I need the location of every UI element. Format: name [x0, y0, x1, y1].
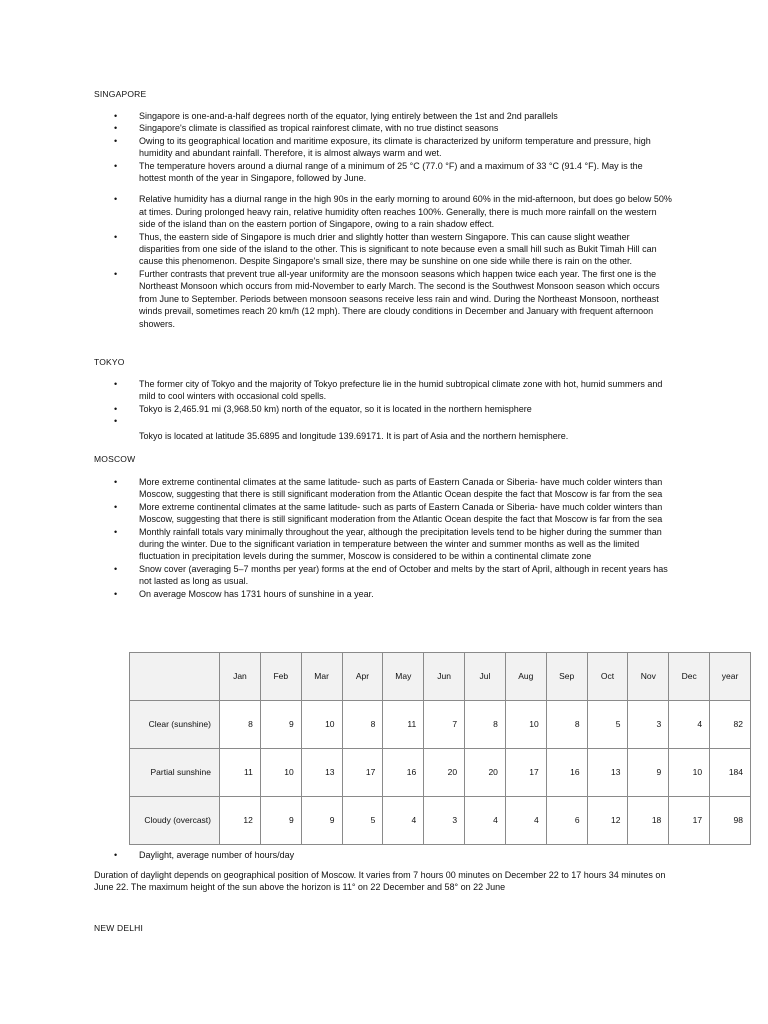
list-item: • Owing to its geographical location and maritime exposure, its climate is characterized by uniform temperature and pressure, high humidity and abundant rainfall. Therefore, it is almost always warm and wet. [0, 135, 768, 160]
column-header: Sep [546, 653, 587, 701]
table-cell: 9 [301, 797, 342, 845]
table-cell: 10 [669, 749, 710, 797]
column-header: Jan [220, 653, 261, 701]
column-header: Feb [260, 653, 301, 701]
table-cell: 5 [587, 701, 628, 749]
table-cell: 10 [505, 701, 546, 749]
table-cell: 8 [342, 701, 383, 749]
list-item: • Tokyo is 2,465.91 mi (3,968.50 km) north of the equator, so it is located in the northern hemisphere [0, 403, 768, 415]
table-cell: 3 [628, 701, 669, 749]
section-heading-new-delhi: NEW DELHI [94, 923, 144, 933]
table-cell: 13 [587, 749, 628, 797]
table-cell: 4 [465, 797, 506, 845]
list-item: • Monthly rainfall totals vary minimally throughout the year, although the precipitation levels tend to be higher during the summer than during the winter. Due to the significant variation in temperature between the winter and summer months as well as the limited fluctuation in precipitation levels during the summer, Moscow is considered to be within a continental climate zone [0, 526, 768, 563]
section-heading-singapore: SINGAPORE [94, 89, 147, 99]
table-cell: 9 [260, 701, 301, 749]
daylight-bullet-list [0, 849, 768, 861]
table-cell: 4 [669, 701, 710, 749]
table-cell: 10 [301, 701, 342, 749]
table-row [130, 797, 751, 845]
column-header: Apr [342, 653, 383, 701]
table-cell: 8 [220, 701, 261, 749]
table-cell: 82 [710, 701, 751, 749]
table-cell: 12 [220, 797, 261, 845]
table-cell: 6 [546, 797, 587, 845]
list-item: • Singapore is one-and-a-half degrees north of the equator, lying entirely between the 1st and 2nd parallels [0, 110, 768, 122]
list-item: • Snow cover (averaging 5–7 months per year) forms at the end of October and melts by the start of April, although in recent years has not lasted as long as usual. [0, 563, 768, 588]
singapore-bullet-list [0, 110, 768, 330]
table-cell: 8 [465, 701, 506, 749]
column-header: Oct [587, 653, 628, 701]
table-cell: 16 [383, 749, 424, 797]
list-item: • More extreme continental climates at the same latitude- such as parts of Eastern Canada or Siberia- have much colder winters than Moscow, suggesting that there is still significant moderation from the Atlantic Ocean despite the fact that Moscow is far from the sea [0, 501, 768, 526]
table-cell: 4 [505, 797, 546, 845]
table-header-row [130, 653, 751, 701]
list-item: • The temperature hovers around a diurnal range of a minimum of 25 °C (77.0 °F) and a maximum of 33 °C (91.4 °F). May is the hottest month of the year in Singapore, followed by June. [0, 160, 768, 185]
column-header: Mar [301, 653, 342, 701]
list-item: • Relative humidity has a diurnal range in the high 90s in the early morning to around 60% in the mid-afternoon, but does go below 50% at times. During prolonged heavy rain, relative humidity often reaches 100%. Generally, there is much more rainfall on the western side of the island than on the eastern portion of Singapore, owing to a rain shadow effect. [0, 193, 768, 230]
tokyo-location-text: Tokyo is located at latitude 35.6895 and longitude 139.69171. It is part of Asia and the northern hemisphere. [139, 431, 569, 441]
table-cell: 20 [424, 749, 465, 797]
tokyo-bullet-list [0, 378, 768, 428]
list-item-empty [0, 415, 768, 428]
list-item: • Daylight, average number of hours/day [0, 849, 768, 861]
table-row [130, 701, 751, 749]
sunshine-table [129, 652, 751, 845]
table-cell: 9 [628, 749, 669, 797]
table-cell: 98 [710, 797, 751, 845]
column-header: year [710, 653, 751, 701]
column-header: Dec [669, 653, 710, 701]
list-item: • Further contrasts that prevent true all-year uniformity are the monsoon seasons which happen twice each year. The first one is the Northeast Monsoon which occurs from mid-November to early March. The second is the Southwest Monsoon season which occurs from June to September. Periods between monsoon seasons receive less rain and wind. During the Northeast Monsoon, northeast winds prevail, sometimes reach 20 km/h (12 mph). There are cloudy conditions in December and January with frequent afternoon showers. [0, 268, 768, 330]
table-cell: 11 [383, 701, 424, 749]
table-cell: 4 [383, 797, 424, 845]
column-header: Jul [465, 653, 506, 701]
table-cell: 16 [546, 749, 587, 797]
table-cell: 3 [424, 797, 465, 845]
section-heading-tokyo: TOKYO [94, 357, 125, 367]
table-cell: 7 [424, 701, 465, 749]
list-item: • Singapore's climate is classified as tropical rainforest climate, with no true distinct seasons [0, 122, 768, 134]
table-cell: 184 [710, 749, 751, 797]
table-cell: 17 [505, 749, 546, 797]
section-heading-moscow: MOSCOW [94, 454, 136, 464]
table-cell: 8 [546, 701, 587, 749]
column-header: Jun [424, 653, 465, 701]
list-item: • Thus, the eastern side of Singapore is much drier and slightly hotter than western Singapore. This can cause slight weather disparities from one side of the island to the other. This is significant to note because even a small hill such as Bukit Timah Hill can cause this phenomenon. Despite Singapore's small size, there may be sunshine on one side while there is rain on the other. [0, 231, 768, 268]
table-cell: 13 [301, 749, 342, 797]
table-cell: 20 [465, 749, 506, 797]
table-row [130, 749, 751, 797]
row-label: Clear (sunshine) [130, 701, 220, 749]
row-label: Cloudy (overcast) [130, 797, 220, 845]
column-header: Nov [628, 653, 669, 701]
table-cell: 12 [587, 797, 628, 845]
column-header: May [383, 653, 424, 701]
table-corner-cell [130, 653, 220, 701]
table-cell: 5 [342, 797, 383, 845]
list-item: • More extreme continental climates at the same latitude- such as parts of Eastern Canada or Siberia- have much colder winters than Moscow, suggesting that there is still significant moderation from the Atlantic Ocean despite the fact that Moscow is far from the sea [0, 476, 768, 501]
table-cell: 10 [260, 749, 301, 797]
daylight-paragraph: Duration of daylight depends on geographical position of Moscow. It varies from 7 hours 00 minutes on December 22 to 17 hours 34 minutes on June 22. The maximum height of the sun above the horizon is 11° on 22 December and 58° on 22 June [94, 870, 666, 893]
table-cell: 17 [342, 749, 383, 797]
column-header: Aug [505, 653, 546, 701]
list-item: • On average Moscow has 1731 hours of sunshine in a year. [0, 588, 768, 600]
row-label: Partial sunshine [130, 749, 220, 797]
moscow-bullet-list [0, 476, 768, 600]
table-cell: 11 [220, 749, 261, 797]
table-cell: 17 [669, 797, 710, 845]
table-cell: 18 [628, 797, 669, 845]
list-item: • The former city of Tokyo and the majority of Tokyo prefecture lie in the humid subtropical climate zone with hot, humid summers and mild to cool winters with occasional cold spells. [0, 378, 768, 403]
table-cell: 9 [260, 797, 301, 845]
